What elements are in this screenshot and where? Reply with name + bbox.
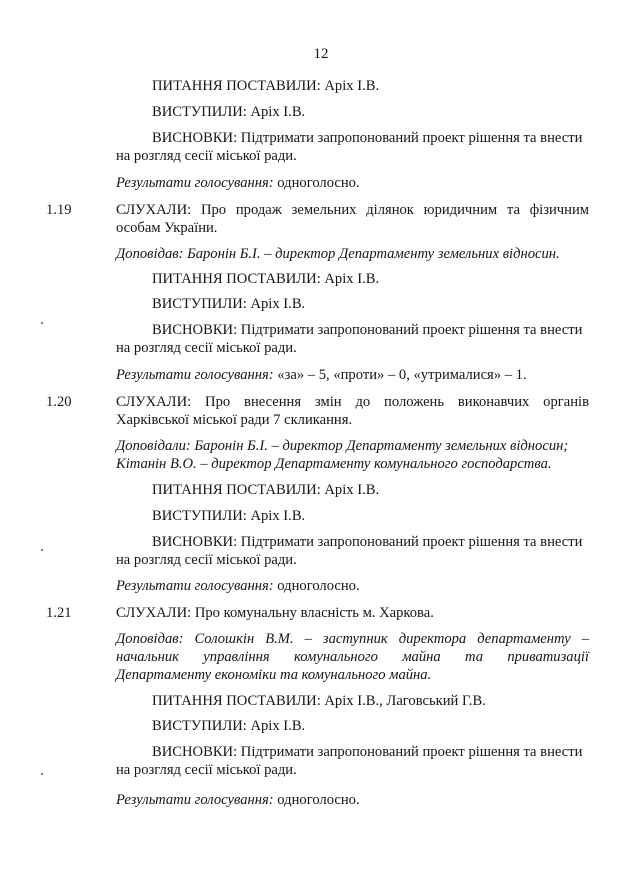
item-number: 1.20 <box>46 394 72 410</box>
asked-line: ПИТАННЯ ПОСТАВИЛИ: Аріх І.В. <box>152 482 380 498</box>
conclusions-line-1: ВИСНОВКИ: Підтримати запропонований проект рішення та внести <box>152 744 583 760</box>
spoke-line: ВИСТУПИЛИ: Аріх І.В. <box>152 508 306 524</box>
speaker-line-2: начальник управління комунального майна та приватизації <box>116 649 589 665</box>
conclusions-line-2: на розгляд сесії міської ради. <box>116 340 297 356</box>
heard-line-1: СЛУХАЛИ: Про комунальну власність м. Харкова. <box>116 605 434 621</box>
speaker-line-2: Кітанін В.О. – директор Департаменту комунального господарства. <box>116 456 552 472</box>
scan-speck <box>41 322 43 324</box>
vote-result <box>116 174 360 192</box>
item-number: 1.21 <box>46 605 72 621</box>
conclusions-line-1: ВИСНОВКИ: Підтримати запропонований проект рішення та внести <box>152 322 583 338</box>
item-number: 1.19 <box>46 202 72 218</box>
vote-value: «за» – 5, «проти» – 0, «утрималися» – 1. <box>273 367 527 383</box>
speaker-line-1: Доповідали: Баронін Б.І. – директор Департаменту земельних відносин; <box>116 438 569 454</box>
heard-line-2: особам України. <box>116 220 218 236</box>
heard-line-2: Харківської міської ради 7 скликання. <box>116 412 353 428</box>
scan-speck <box>41 773 43 775</box>
vote-result <box>116 577 360 595</box>
conclusions-line-1: ВИСНОВКИ: Підтримати запропонований проект рішення та внести <box>152 130 583 146</box>
spoke-line: ВИСТУПИЛИ: Аріх І.В. <box>152 104 306 120</box>
vote-label: Результати голосування: <box>116 578 274 594</box>
vote-result <box>116 366 527 384</box>
asked-line: ПИТАННЯ ПОСТАВИЛИ: Аріх І.В. <box>152 78 380 94</box>
vote-result <box>116 791 360 809</box>
spoke-line: ВИСТУПИЛИ: Аріх І.В. <box>152 296 306 312</box>
scan-speck <box>41 549 43 551</box>
vote-value: одноголосно. <box>273 792 360 808</box>
conclusions-line-2: на розгляд сесії міської ради. <box>116 148 297 164</box>
asked-line: ПИТАННЯ ПОСТАВИЛИ: Аріх І.В. <box>152 271 380 287</box>
vote-value: одноголосно. <box>273 175 360 191</box>
speaker-line-3: Департаменту економіки та комунального майна. <box>116 667 432 683</box>
vote-label: Результати голосування: <box>116 175 274 191</box>
conclusions-line-2: на розгляд сесії міської ради. <box>116 762 297 778</box>
vote-label: Результати голосування: <box>116 792 274 808</box>
asked-line: ПИТАННЯ ПОСТАВИЛИ: Аріх І.В., Лаговський Г.В. <box>152 693 486 709</box>
spoke-line: ВИСТУПИЛИ: Аріх І.В. <box>152 718 306 734</box>
vote-value: одноголосно. <box>273 578 360 594</box>
page-number: 12 <box>313 46 329 62</box>
vote-label: Результати голосування: <box>116 367 274 383</box>
speaker-line: Доповідав: Баронін Б.І. – директор Департаменту земельних відносин. <box>116 246 560 262</box>
conclusions-line-2: на розгляд сесії міської ради. <box>116 552 297 568</box>
heard-line-1: СЛУХАЛИ: Про внесення змін до положень виконавчих органів <box>116 394 589 410</box>
speaker-line-1: Доповідав: Солошкін В.М. – заступник директора департаменту – <box>116 631 589 647</box>
conclusions-line-1: ВИСНОВКИ: Підтримати запропонований проект рішення та внести <box>152 534 583 550</box>
heard-line-1: СЛУХАЛИ: Про продаж земельних ділянок юридичним та фізичним <box>116 202 589 218</box>
